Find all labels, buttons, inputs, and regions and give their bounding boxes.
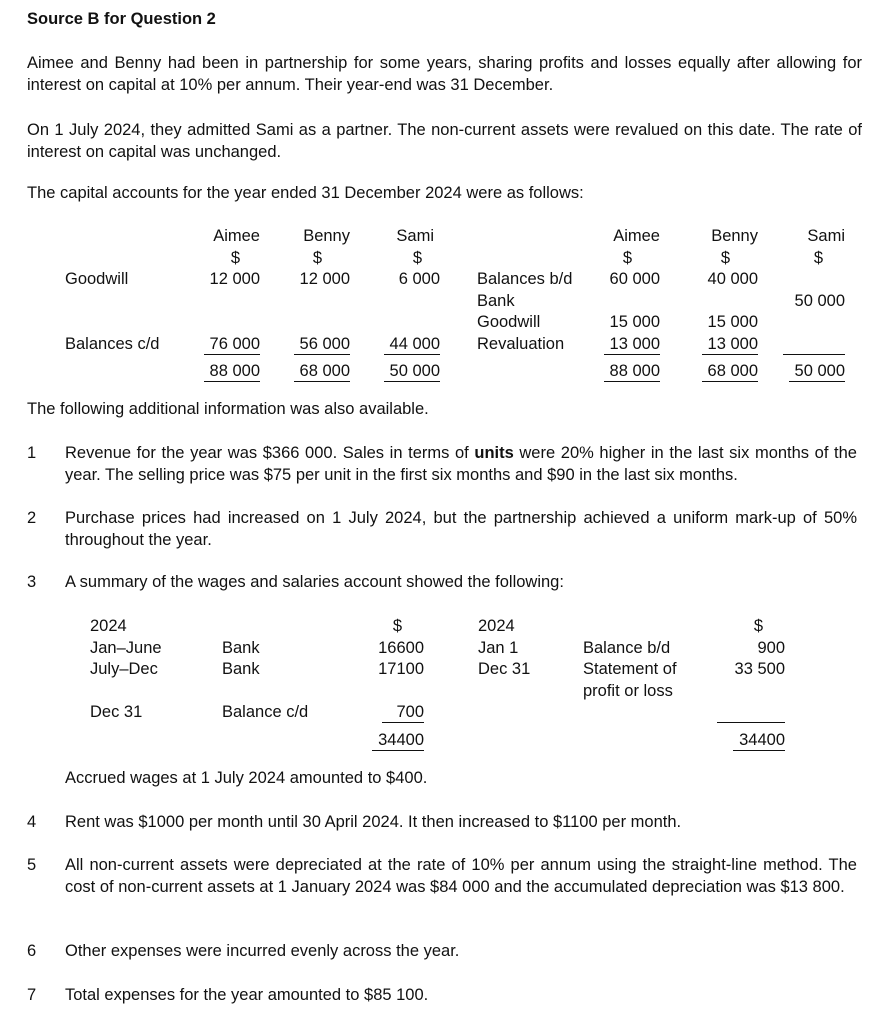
total: 50 000 <box>789 361 845 382</box>
date: Jan–June <box>90 638 162 657</box>
year: 2024 <box>90 617 127 635</box>
col-sami: Sami <box>807 227 845 245</box>
currency: $ <box>813 248 823 267</box>
value <box>660 291 758 313</box>
year: 2024 <box>478 617 515 635</box>
item-number: 4 <box>27 813 37 831</box>
col-benny: Benny <box>711 227 758 245</box>
table-row <box>65 291 845 313</box>
rule <box>717 702 785 723</box>
item-number: 3 <box>27 573 37 591</box>
totals-row <box>65 361 845 383</box>
currency: $ <box>312 248 322 267</box>
table-row <box>90 659 785 681</box>
row-label: Balances b/d <box>477 270 573 288</box>
value <box>758 312 845 334</box>
bold-text: units <box>474 444 514 462</box>
item-1 <box>65 443 857 486</box>
currency: $ <box>392 617 402 635</box>
date: July–Dec <box>90 660 158 678</box>
capital-accounts-table <box>65 226 845 383</box>
currency: $ <box>412 248 422 267</box>
total: 68 000 <box>702 361 758 382</box>
item-number: 1 <box>27 444 37 462</box>
row-label: Bank <box>477 291 515 310</box>
date: Dec 31 <box>90 703 143 721</box>
amount: 16600 <box>378 638 424 657</box>
table-row <box>90 702 785 730</box>
value: 13 000 <box>604 334 660 355</box>
currency: $ <box>230 248 240 267</box>
date: Jan 1 <box>478 638 519 657</box>
total: 34400 <box>372 730 424 751</box>
currency-row <box>65 248 845 270</box>
totals-row <box>90 730 785 752</box>
table-row <box>90 681 785 703</box>
amount: 900 <box>757 638 785 657</box>
value: 56 000 <box>294 334 350 355</box>
description: Statement of <box>583 660 677 678</box>
item-number: 5 <box>27 856 37 874</box>
table-row <box>65 269 845 291</box>
value <box>600 291 660 313</box>
value: 44 000 <box>384 334 440 355</box>
item-text: were 20% higher in the last six months of the year. The selling price was $75 per unit in the first six months and $90 in the last six months. <box>65 444 857 484</box>
currency: $ <box>720 248 730 267</box>
amount: 33 500 <box>734 660 785 678</box>
currency: $ <box>622 248 632 267</box>
item-6: Other expenses were incurred evenly across the year. <box>65 942 460 960</box>
item-number: 6 <box>27 942 37 960</box>
source-title: Source B for Question 2 <box>27 10 216 28</box>
table-row <box>65 312 845 334</box>
currency: $ <box>753 617 763 635</box>
description: Bank <box>222 638 260 657</box>
value: 40 000 <box>707 270 758 288</box>
col-benny: Benny <box>303 227 350 245</box>
col-aimee: Aimee <box>213 227 260 245</box>
value: 12 000 <box>209 270 260 288</box>
total: 88 000 <box>204 361 260 382</box>
value: 76 000 <box>204 334 260 355</box>
table-row <box>65 334 845 362</box>
row-label: Balances c/d <box>65 334 160 353</box>
total: 34400 <box>733 730 785 751</box>
header-row <box>90 616 785 638</box>
additional-info-intro: The following additional information was also available. <box>27 400 429 418</box>
description: Balance c/d <box>222 703 309 721</box>
col-sami: Sami <box>396 227 434 245</box>
value: 13 000 <box>702 334 758 355</box>
item-number: 2 <box>27 509 37 527</box>
item-4: Rent was $1000 per month until 30 April 2024. It then increased to $1100 per month. <box>65 813 682 831</box>
row-label: Revaluation <box>477 334 565 353</box>
value: 50 000 <box>794 291 845 310</box>
value: 12 000 <box>299 270 350 288</box>
item-2: Purchase prices had increased on 1 July 2024, but the partnership achieved a uniform mark-up of 50% throughout the year. <box>65 509 857 549</box>
amount: 17100 <box>378 660 424 678</box>
value <box>783 334 845 355</box>
admission-paragraph: On 1 July 2024, they admitted Sami as a partner. The non-current assets were revalued on this date. The rate of interest on capital was unchanged. <box>27 121 862 161</box>
amount: 700 <box>382 702 424 723</box>
value: 15 000 <box>609 313 660 331</box>
header-row <box>65 226 845 248</box>
col-aimee: Aimee <box>613 227 660 245</box>
row-label: Goodwill <box>65 270 129 288</box>
item-number: 7 <box>27 986 37 1004</box>
value: 6 000 <box>398 270 440 288</box>
date: Dec 31 <box>478 660 531 678</box>
intro-paragraph: Aimee and Benny had been in partnership for some years, sharing profits and losses equally after allowing for interest on capital at 10% per annum. Their year-end was 31 December. <box>27 54 862 94</box>
item-5: All non-current assets were depreciated at the rate of 10% per annum using the straight-line method. The cost of non-current assets at 1 January 2024 was $84 000 and the accumulated depreciation was $13 800. <box>65 856 857 896</box>
value <box>758 269 845 291</box>
table-row <box>90 638 785 660</box>
capital-intro: The capital accounts for the year ended 31 December 2024 were as follows: <box>27 184 584 202</box>
total: 50 000 <box>384 361 440 382</box>
item-text: Revenue for the year was $366 000. Sales in terms of <box>65 444 475 462</box>
total: 68 000 <box>294 361 350 382</box>
accrued-note: Accrued wages at 1 July 2024 amounted to $400. <box>65 769 428 787</box>
description: Balance b/d <box>583 638 671 657</box>
total: 88 000 <box>604 361 660 382</box>
description: profit or loss <box>583 681 673 700</box>
item-3: A summary of the wages and salaries account showed the following: <box>65 573 564 591</box>
value: 60 000 <box>609 270 660 288</box>
value: 15 000 <box>707 313 758 331</box>
row-label: Goodwill <box>477 313 541 331</box>
item-7: Total expenses for the year amounted to $85 100. <box>65 986 429 1004</box>
description: Bank <box>222 660 260 678</box>
wages-account-table <box>90 616 785 751</box>
